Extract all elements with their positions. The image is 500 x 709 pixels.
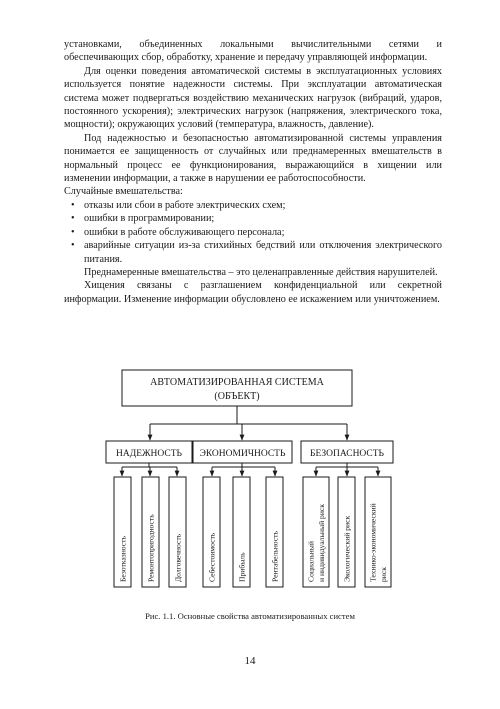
bullet-icon: • xyxy=(71,226,75,238)
list-item xyxy=(64,212,442,225)
leaf-box xyxy=(303,477,329,587)
leaf-box xyxy=(266,477,283,587)
list-item-text: аварийные ситуации из-за стихийных бедствий или отключения электрического питания. xyxy=(84,240,442,265)
bullet-icon: • xyxy=(71,213,75,225)
leaf-label: Себестоимость xyxy=(207,532,217,582)
leaf-label: Экологический риск xyxy=(342,515,352,582)
list-item xyxy=(64,239,442,266)
root-box xyxy=(122,370,352,406)
leaf-box xyxy=(169,477,186,587)
figure-caption: Рис. 1.1. Основные свойства автоматизированных систем xyxy=(145,611,355,621)
leaf-label: риск xyxy=(379,567,388,582)
leaf-label: Долговечность xyxy=(173,533,183,582)
leaf-label: Ремонтопригодность xyxy=(146,514,156,582)
leaf-box xyxy=(203,477,220,587)
leaf-box xyxy=(338,477,355,587)
group-box-reliability xyxy=(106,441,192,463)
paragraph: Под надежностью и безопасностью автоматизированной системы управления понимается ее защищенность от случайных или преднамеренных вмешательств в нормальный процесс ее функционирования, выражающийся в хищении или изменении информации, а также в нарушении ее работоспособности. xyxy=(64,132,442,185)
list-item xyxy=(64,226,442,239)
list-item-text: отказы или сбои в работе электрических схем; xyxy=(84,199,286,211)
leaf-label: Прибыль xyxy=(237,552,247,582)
group-label-safety: БЕЗОПАСНОСТЬ xyxy=(309,449,385,459)
leaf-box xyxy=(114,477,131,587)
paragraph: установками, объединенных локальными вычислительными сетями и обеспечивающих сбор, обработку, хранение и передачу управляющей информации. xyxy=(64,39,442,64)
leaf-label: Рентабельность xyxy=(270,531,280,582)
group-box-safety xyxy=(301,441,393,463)
leaf-box xyxy=(233,477,250,587)
page-number: 14 xyxy=(244,655,256,667)
group-label-reliability: НАДЕЖНОСТЬ xyxy=(116,449,182,459)
list-item-text: ошибки в работе обслуживающего персонала; xyxy=(84,226,285,238)
list-heading: Случайные вмешательства: xyxy=(64,186,183,198)
leaf-label: Технико-экономический xyxy=(368,503,378,582)
leaf-label: и индивидуальный риск xyxy=(317,504,326,582)
group-box-economy xyxy=(193,441,292,463)
paragraph: Хищения связаны с разглашением конфиденциальной или секретной информации. Изменение информации обусловлено ее искажением или уничтожением. xyxy=(64,280,442,305)
paragraph: Преднамеренные вмешательства – это целенаправленные действия нарушителей. xyxy=(84,266,438,278)
list-item xyxy=(64,199,442,212)
leaf-label: Социальный xyxy=(306,541,316,582)
bullet-icon: • xyxy=(71,240,75,252)
leaf-box xyxy=(142,477,159,587)
leaf-box xyxy=(365,477,391,587)
list-item-text: ошибки в программировании; xyxy=(84,213,215,225)
bullet-list xyxy=(64,199,442,266)
body-text xyxy=(64,38,442,306)
group-label-economy: ЭКОНОМИЧНОСТЬ xyxy=(199,449,286,459)
root-subtitle: (ОБЪЕКТ) xyxy=(214,391,260,402)
paragraph: Для оценки поведения автоматической системы в эксплуатационных условиях используется понятие надежности системы. При эксплуатации автоматическая система может подвергаться воздействию механических нагрузок (вибраций, ударов, постоянного ускорения); электрических нагрузок (напряжения, электрического тока, мощности); окружающих условий (температура, влажность, давление). xyxy=(64,65,442,131)
bullet-icon: • xyxy=(71,199,75,211)
leaf-label: Безотказность xyxy=(118,536,128,582)
root-title: АВТОМАТИЗИРОВАННАЯ СИСТЕМА xyxy=(150,377,324,388)
